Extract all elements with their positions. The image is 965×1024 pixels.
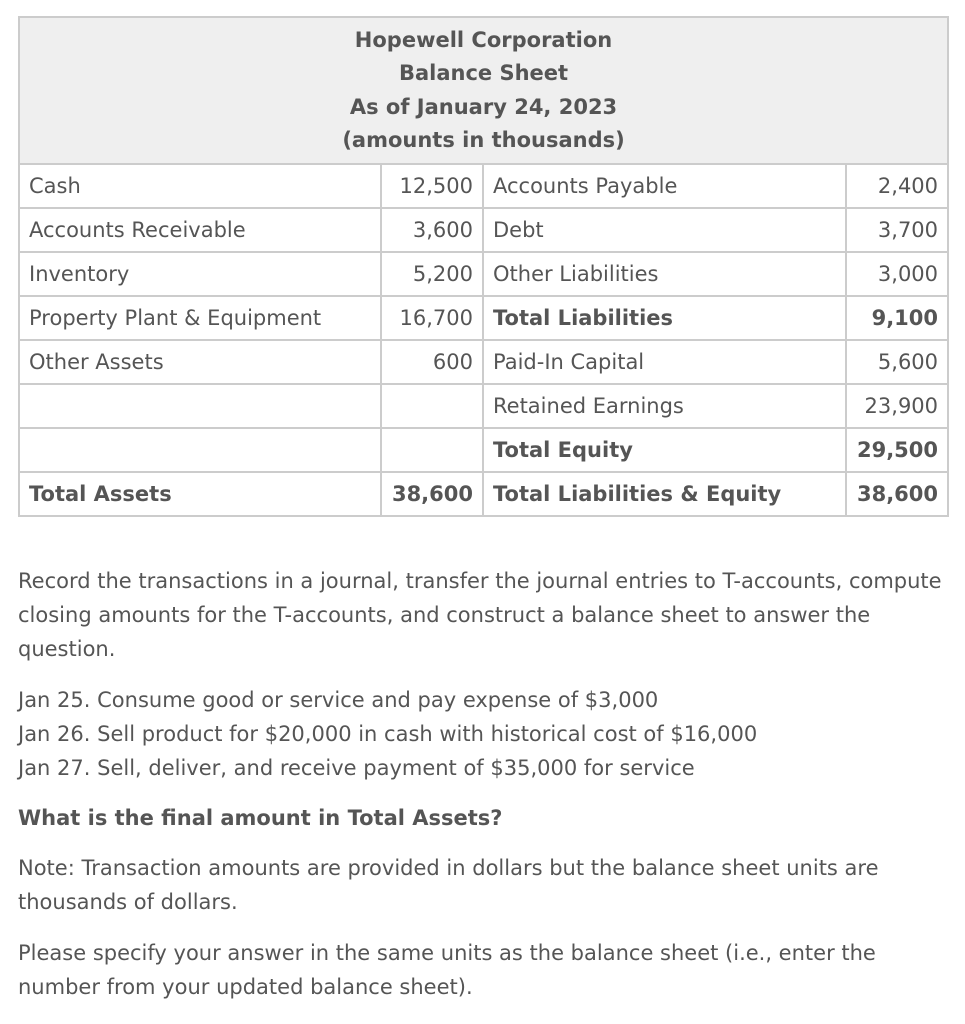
liability-equity-label: Accounts Payable (483, 164, 846, 208)
statement-title: Balance Sheet (398, 61, 569, 85)
liability-equity-label: Total Liabilities (483, 296, 846, 340)
balance-sheet-row (19, 164, 948, 208)
asset-value: 5,200 (381, 252, 483, 296)
liability-equity-value: 5,600 (846, 340, 948, 384)
asset-label: Other Assets (19, 340, 381, 384)
note-text: Note: Transaction amounts are provided in dollars but the balance sheet units are thousands of dollars. (18, 856, 879, 914)
liability-equity-value: 38,600 (846, 472, 948, 516)
asset-value: 16,700 (381, 296, 483, 340)
asset-label: Property Plant & Equipment (19, 296, 381, 340)
answer-spec-text: Please specify your answer in the same units as the balance sheet (i.e., enter the number from your updated balance sheet). (18, 941, 876, 999)
balance-sheet-row (19, 340, 948, 384)
liability-equity-value: 3,700 (846, 208, 948, 252)
liability-equity-label: Retained Earnings (483, 384, 846, 428)
balance-sheet-row (19, 384, 948, 428)
balance-sheet-body (19, 164, 948, 516)
asset-label (19, 384, 381, 428)
balance-sheet-row (19, 296, 948, 340)
balance-sheet-row (19, 252, 948, 296)
question-text: What is the final amount in Total Assets? (18, 806, 503, 830)
asset-value: 600 (381, 340, 483, 384)
liability-equity-value: 9,100 (846, 296, 948, 340)
liability-equity-label: Other Liabilities (483, 252, 846, 296)
balance-sheet-header-row (19, 17, 948, 164)
asset-value: 3,600 (381, 208, 483, 252)
balance-sheet-row (19, 428, 948, 472)
transaction-list (18, 683, 943, 785)
asset-label: Total Assets (19, 472, 381, 516)
company-name: Hopewell Corporation (354, 27, 613, 52)
transaction-item: Jan 25. Consume good or service and pay expense of $3,000 (18, 688, 659, 712)
liability-equity-label: Debt (483, 208, 846, 252)
liability-equity-value: 3,000 (846, 252, 948, 296)
instructions-paragraph: Record the transactions in a journal, transfer the journal entries to T-accounts, compute closing amounts for the T-accounts, and construct a balance sheet to answer the question. (18, 569, 942, 661)
asset-label: Cash (19, 164, 381, 208)
liability-equity-value: 2,400 (846, 164, 948, 208)
asset-value: 12,500 (381, 164, 483, 208)
transaction-item: Jan 27. Sell, deliver, and receive payment of $35,000 for service (18, 756, 695, 780)
liability-equity-label: Total Liabilities & Equity (483, 472, 846, 516)
asset-label (19, 428, 381, 472)
asset-value: 38,600 (381, 472, 483, 516)
balance-sheet-table (18, 16, 949, 517)
asset-label: Accounts Receivable (19, 208, 381, 252)
balance-sheet-row (19, 472, 948, 516)
statement-date: As of January 24, 2023 (349, 94, 618, 119)
asset-label: Inventory (19, 252, 381, 296)
balance-sheet-row (19, 208, 948, 252)
liability-equity-value: 29,500 (846, 428, 948, 472)
liability-equity-value: 23,900 (846, 384, 948, 428)
balance-sheet-header (19, 17, 948, 164)
liability-equity-label: Paid-In Capital (483, 340, 846, 384)
asset-value (381, 384, 483, 428)
asset-value (381, 428, 483, 472)
statement-units: (amounts in thousands) (342, 128, 625, 152)
liability-equity-label: Total Equity (483, 428, 846, 472)
transaction-item: Jan 26. Sell product for $20,000 in cash with historical cost of $16,000 (18, 722, 758, 746)
